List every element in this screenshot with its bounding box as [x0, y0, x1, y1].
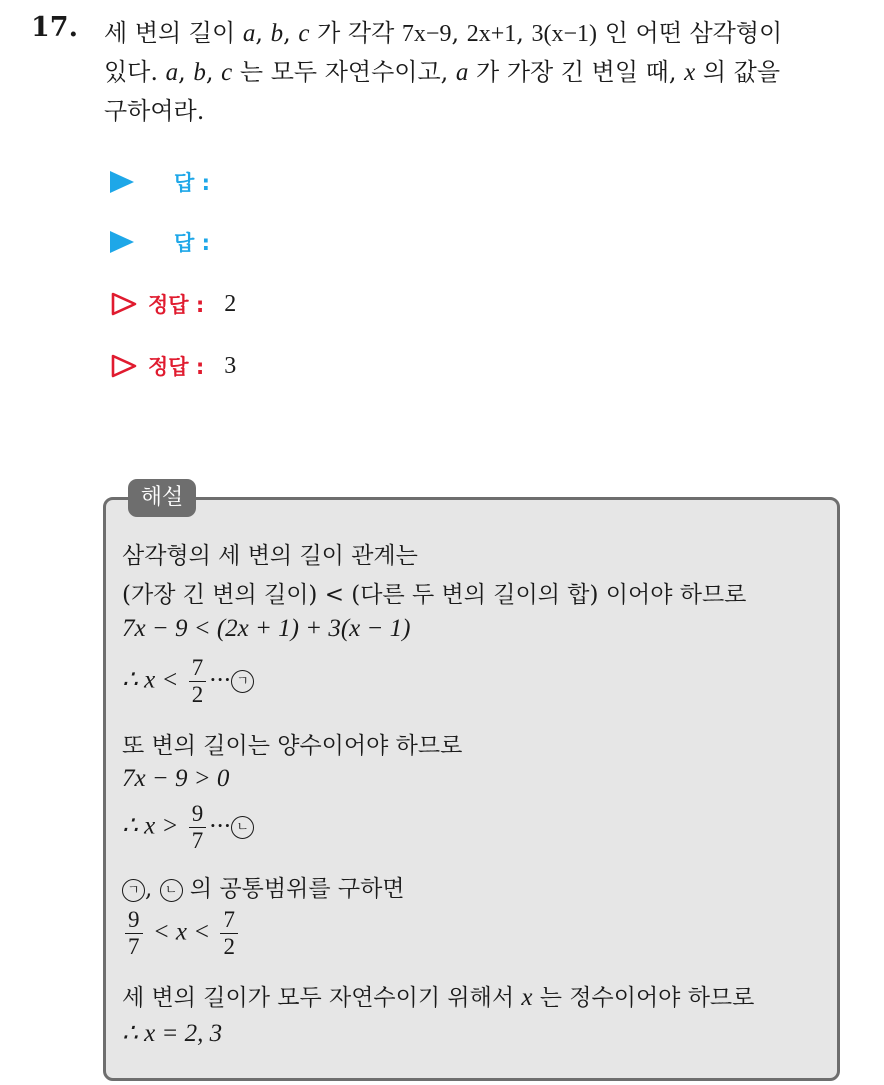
explanation-line: [122, 1018, 222, 1048]
explanation-tab: 해설: [128, 479, 196, 517]
fraction-denominator: 2: [191, 682, 204, 707]
fraction: [189, 801, 207, 854]
variable-c: c: [298, 20, 310, 47]
inequality-expression: 7x − 9 > 0: [122, 765, 230, 792]
question-number: 17.: [31, 12, 78, 43]
variable-x: x: [684, 59, 696, 86]
separator: ,: [178, 58, 194, 86]
variable-a: a: [455, 59, 469, 86]
question-text-segment: 가 가장 긴 변일 때,: [468, 58, 685, 86]
correct-answer-row: [110, 351, 236, 381]
separator: ,: [255, 19, 271, 47]
explanation-line: [122, 615, 410, 643]
correct-answer-label: 정답 :: [148, 355, 205, 379]
explanation-line: 또 변의 길이는 양수이어야 하므로: [122, 733, 463, 759]
correct-answer-value: 2: [224, 290, 237, 317]
circled-marker: ㄴ: [160, 879, 183, 902]
separator: ,: [451, 19, 467, 47]
explanation-line: 삼각형의 세 변의 길이 관계는: [122, 543, 418, 569]
play-triangle-icon: [110, 171, 134, 193]
question-text-segment: 인 어떤 삼각형이: [597, 19, 783, 47]
final-answer-expression: ∴ x = 2, 3: [122, 1020, 223, 1047]
separator: ,: [145, 876, 153, 902]
explanation-text: 의 공통범위를 구하면: [182, 876, 405, 902]
correct-answer-row: [110, 289, 236, 319]
expression-side-a: 7x−9: [401, 21, 452, 47]
explanation-line: [122, 907, 241, 960]
inequality-expression: 7x − 9 < (2x + 1) + 3(x − 1): [122, 615, 411, 642]
fraction-denominator: 7: [191, 828, 204, 853]
fraction-numerator: 9: [189, 801, 207, 828]
explanation-line: [122, 870, 405, 903]
question-text: [104, 14, 874, 130]
expression-side-b: 2x+1: [466, 21, 517, 47]
explanation-line: [122, 801, 254, 854]
question-text-segment: 는 모두 자연수이고,: [232, 58, 456, 86]
answer-label: 답 :: [174, 231, 210, 255]
question-text-segment: 가 각각: [309, 19, 402, 47]
explanation-text: 는 정수이어야 하므로: [532, 985, 755, 1011]
fraction-denominator: 7: [128, 934, 140, 959]
explanation-line: (가장 긴 변의 길이) < (다른 두 변의 길이의 합) 이어야 하므로: [122, 582, 747, 608]
fraction-denominator: 2: [223, 934, 235, 959]
separator: ,: [205, 58, 222, 86]
ellipsis: ···: [209, 667, 232, 694]
outline-triangle-icon: [110, 353, 138, 379]
variable-a: a: [165, 59, 179, 86]
play-triangle-icon: [110, 231, 134, 253]
question-line-3: 구하여라.: [104, 97, 205, 125]
circled-marker: ㄴ: [231, 816, 254, 839]
circled-marker: ㄱ: [231, 670, 254, 693]
answer-label: 답 :: [174, 171, 210, 195]
question-text-segment: 세 변의 길이: [104, 19, 243, 47]
explanation-line: [122, 765, 229, 793]
variable-b: b: [193, 59, 206, 86]
fraction: [125, 907, 143, 960]
explanation-line: [122, 655, 254, 708]
inequality-middle: < x <: [152, 918, 211, 946]
explanation-text: 세 변의 길이가 모두 자연수이기 위해서: [122, 985, 522, 1011]
variable-x: x: [521, 984, 533, 1011]
fraction: [189, 655, 207, 708]
question-text-segment: 있다.: [104, 58, 166, 86]
ellipsis: ···: [209, 813, 232, 840]
variable-b: b: [270, 20, 284, 47]
question-line-1: [104, 14, 874, 53]
inequality-prefix: ∴ x <: [122, 666, 179, 694]
circled-marker: ㄱ: [122, 879, 145, 902]
fraction: [220, 907, 238, 960]
question-line-2: [104, 53, 874, 92]
explanation-line: [122, 979, 754, 1012]
correct-answer-label: 정답 :: [148, 293, 205, 317]
separator: ,: [516, 19, 532, 47]
fraction-numerator: 7: [220, 907, 238, 934]
outline-triangle-icon: [110, 291, 138, 317]
variable-c: c: [221, 59, 233, 86]
fraction-numerator: 7: [189, 655, 207, 682]
expression-side-c: 3(x−1): [531, 21, 598, 47]
fraction-numerator: 9: [125, 907, 143, 934]
correct-answer-value: 3: [224, 352, 237, 379]
variable-a: a: [242, 20, 256, 47]
answer-row: [110, 167, 210, 197]
answer-row: [110, 227, 210, 257]
inequality-prefix: ∴ x >: [122, 812, 179, 840]
question-text-segment: 의 값을: [695, 58, 781, 86]
separator: ,: [283, 19, 299, 47]
